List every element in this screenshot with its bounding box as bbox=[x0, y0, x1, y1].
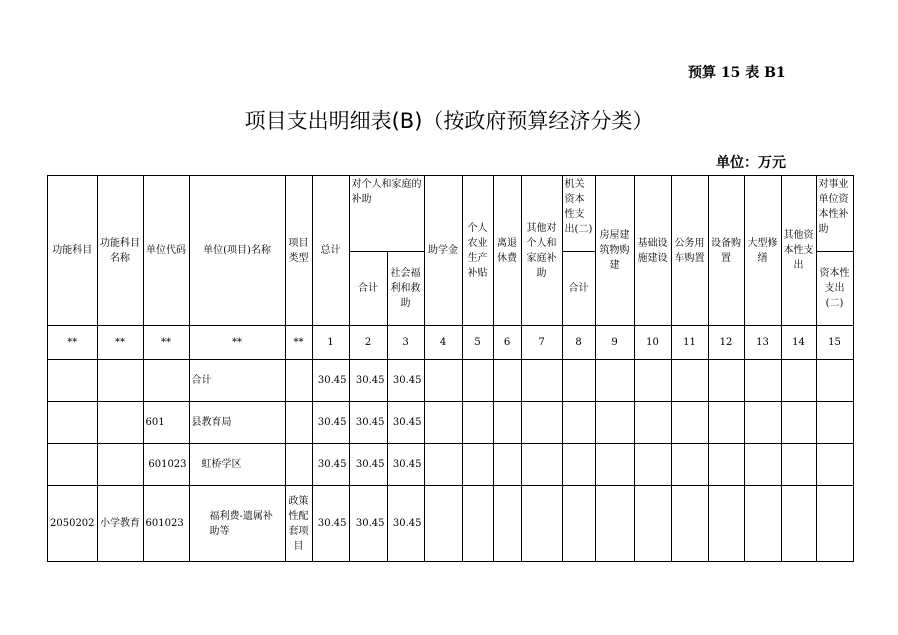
cell-func-name: 小学教育 bbox=[97, 486, 143, 562]
col-social-welfare: 社会福利和救助 bbox=[387, 252, 424, 326]
col-vehicle: 公务用车购置 bbox=[671, 176, 708, 326]
cell-func-name bbox=[97, 444, 143, 486]
page-title: 项目支出明细表(B)（按政府预算经济分类） bbox=[244, 109, 654, 133]
group-personal-family: 对个人和家庭的补助 bbox=[349, 176, 424, 252]
cell-unit-name: 合计 bbox=[189, 360, 285, 402]
col-func-subject-name: 功能科目名称 bbox=[97, 176, 143, 326]
group-capital-expense: 机关资本性支出(二) bbox=[562, 176, 595, 252]
cell-social-welfare: 30.45 bbox=[387, 444, 424, 486]
index-cell: ** bbox=[48, 326, 98, 360]
cell-unit-code: 601023 bbox=[143, 486, 189, 562]
cell-unit-code: 601023 bbox=[143, 444, 189, 486]
col-func-subject: 功能科目 bbox=[48, 176, 98, 326]
col-total: 总计 bbox=[312, 176, 349, 326]
cell-func-subject: 2050202 bbox=[48, 486, 98, 562]
index-cell: ** bbox=[189, 326, 285, 360]
col-infra-build: 基础设施建设 bbox=[634, 176, 671, 326]
col-other-personal: 其他对个人和家庭补助 bbox=[521, 176, 562, 326]
col-capital-total: 合计 bbox=[562, 252, 595, 326]
index-cell: 7 bbox=[521, 326, 562, 360]
cell-total: 30.45 bbox=[312, 402, 349, 444]
col-equipment: 设备购置 bbox=[708, 176, 744, 326]
index-cell: 15 bbox=[816, 326, 853, 360]
col-project-type: 项目类型 bbox=[285, 176, 312, 326]
cell-unit-code: 601 bbox=[143, 402, 189, 444]
header-row-1 bbox=[48, 176, 854, 252]
cell-total: 30.45 bbox=[312, 486, 349, 562]
group-grant: 对事业单位资本性补助 bbox=[816, 176, 853, 252]
cell-func-name bbox=[97, 360, 143, 402]
index-cell: ** bbox=[285, 326, 312, 360]
cell-func-name bbox=[97, 402, 143, 444]
index-row bbox=[48, 326, 854, 360]
table-row bbox=[48, 486, 854, 562]
cell-sub-total: 30.45 bbox=[349, 402, 387, 444]
index-cell: 3 bbox=[387, 326, 424, 360]
col-repair: 大型修缮 bbox=[744, 176, 781, 326]
cell-sub-total: 30.45 bbox=[349, 360, 387, 402]
col-retire-fee: 离退休费 bbox=[493, 176, 521, 326]
cell-project-type bbox=[285, 360, 312, 402]
index-cell: 14 bbox=[781, 326, 816, 360]
col-scholarship: 助学金 bbox=[424, 176, 462, 326]
table-row bbox=[48, 444, 854, 486]
cell-project-type bbox=[285, 402, 312, 444]
cell-func-subject bbox=[48, 402, 98, 444]
cell-social-welfare: 30.45 bbox=[387, 486, 424, 562]
index-cell: 2 bbox=[349, 326, 387, 360]
table-row bbox=[48, 360, 854, 402]
index-cell: ** bbox=[97, 326, 143, 360]
col-capital-expense: 资本性支出(二) bbox=[816, 252, 853, 326]
cell-social-welfare: 30.45 bbox=[387, 360, 424, 402]
cell-func-subject bbox=[48, 360, 98, 402]
col-other-capital: 其他资本性支出 bbox=[781, 176, 816, 326]
index-cell: 9 bbox=[595, 326, 634, 360]
index-cell: 6 bbox=[493, 326, 521, 360]
col-farm-subsidy: 个人农业生产补贴 bbox=[462, 176, 493, 326]
cell-social-welfare: 30.45 bbox=[387, 402, 424, 444]
unit-label: 单位：万元 bbox=[716, 155, 786, 171]
index-cell: 1 bbox=[312, 326, 349, 360]
cell-sub-total: 30.45 bbox=[349, 486, 387, 562]
cell-total: 30.45 bbox=[312, 444, 349, 486]
cell-unit-name: 福利费-遗属补助等 bbox=[189, 486, 285, 562]
cell-unit-code bbox=[143, 360, 189, 402]
index-cell: 12 bbox=[708, 326, 744, 360]
index-cell: ** bbox=[143, 326, 189, 360]
index-cell: 8 bbox=[562, 326, 595, 360]
col-sub-total: 合计 bbox=[349, 252, 387, 326]
index-cell: 4 bbox=[424, 326, 462, 360]
table-code: 预算 15 表 B1 bbox=[688, 65, 786, 81]
budget-table bbox=[47, 175, 854, 562]
index-cell: 11 bbox=[671, 326, 708, 360]
cell-project-type bbox=[285, 444, 312, 486]
table-row bbox=[48, 402, 854, 444]
col-house-build: 房屋建筑物购建 bbox=[595, 176, 634, 326]
cell-unit-name: 虹桥学区 bbox=[189, 444, 285, 486]
cell-project-type: 政策性配套项目 bbox=[285, 486, 312, 562]
cell-unit-name: 县教育局 bbox=[189, 402, 285, 444]
index-cell: 13 bbox=[744, 326, 781, 360]
cell-func-subject bbox=[48, 444, 98, 486]
cell-sub-total: 30.45 bbox=[349, 444, 387, 486]
cell-total: 30.45 bbox=[312, 360, 349, 402]
index-cell: 5 bbox=[462, 326, 493, 360]
col-unit-code: 单位代码 bbox=[143, 176, 189, 326]
col-unit-name: 单位(项目)名称 bbox=[189, 176, 285, 326]
index-cell: 10 bbox=[634, 326, 671, 360]
